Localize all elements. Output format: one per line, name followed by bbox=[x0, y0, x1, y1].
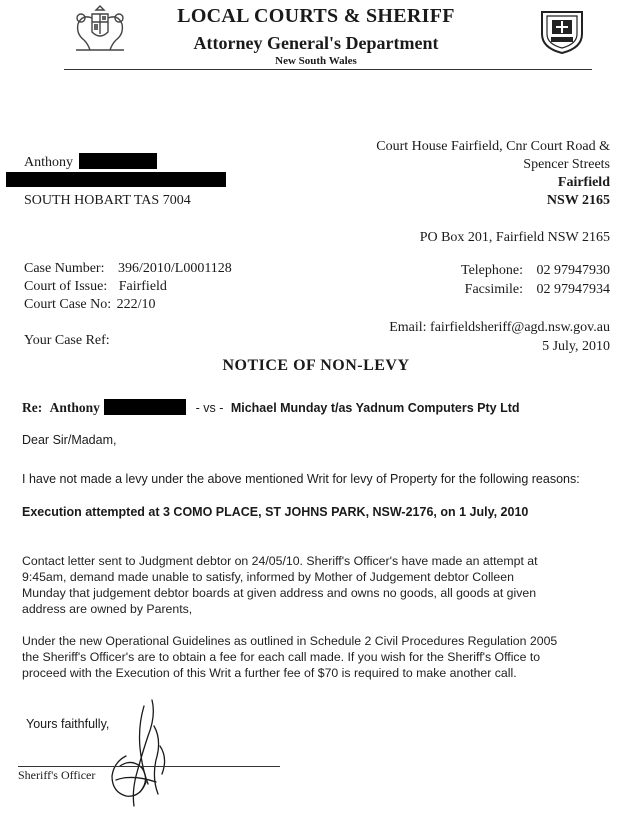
contact-paragraph bbox=[22, 553, 612, 617]
facsimile-value: 02 97947934 bbox=[536, 282, 610, 297]
court-address-line1: Court House Fairfield, Cnr Court Road & bbox=[376, 139, 610, 154]
re-label: Re: bbox=[22, 400, 43, 415]
contact-paragraph-line1: Contact letter sent to Judgment debtor on 24/05/10. Sheriff's Officer's have made an attempt at bbox=[22, 554, 538, 568]
redacted-street-address bbox=[6, 172, 226, 187]
court-address-line4: NSW 2165 bbox=[546, 193, 610, 208]
email-line: Email: fairfieldsheriff@agd.nsw.gov.au bbox=[389, 320, 610, 335]
header-divider bbox=[64, 69, 592, 70]
redacted-party-surname bbox=[104, 399, 186, 415]
notice-title: NOTICE OF NON-LEVY bbox=[222, 357, 410, 374]
salutation: Dear Sir/Madam, bbox=[22, 433, 117, 447]
court-case-row bbox=[24, 297, 156, 313]
case-number-row bbox=[24, 261, 232, 277]
court-address-line3: Fairfield bbox=[557, 175, 610, 190]
re-vs: - vs - bbox=[195, 401, 224, 415]
court-address-line2: Spencer Streets bbox=[523, 157, 610, 172]
header-state: New South Wales bbox=[275, 55, 357, 67]
recipient-city: SOUTH HOBART TAS 7004 bbox=[24, 193, 191, 208]
court-of-issue-value: Fairfield bbox=[118, 279, 167, 294]
facsimile-label: Facsimile: bbox=[464, 282, 523, 297]
contact-paragraph-line3: Munday that judgement debtor boards at given address and owns no goods, all goods at given bbox=[22, 586, 537, 600]
contact-paragraph-line4: address are owned by Parents, bbox=[22, 602, 193, 616]
court-case-value: 222/10 bbox=[116, 297, 156, 312]
re-line bbox=[22, 399, 520, 416]
facsimile-row bbox=[465, 282, 610, 298]
sheriff-badge-icon bbox=[536, 6, 588, 56]
recipient-name: Anthony bbox=[24, 155, 73, 170]
court-of-issue-label: Court of Issue: bbox=[24, 279, 108, 294]
telephone-row bbox=[461, 263, 610, 279]
redacted-surname bbox=[79, 153, 157, 169]
guidelines-paragraph-line3: proceed with the Execution of this Writ a further fee of $70 is required to make another call. bbox=[22, 666, 517, 680]
letter-date: 5 July, 2010 bbox=[542, 339, 610, 354]
guidelines-paragraph-line1: Under the new Operational Guidelines as outlined in Schedule 2 Civil Procedures Regulation 2005 bbox=[22, 634, 558, 648]
closing: Yours faithfully, bbox=[26, 717, 110, 731]
signature-line bbox=[18, 766, 280, 767]
your-case-ref-label: Your Case Ref: bbox=[24, 333, 110, 348]
signoff-title: Sheriff's Officer bbox=[18, 768, 96, 782]
execution-statement: Execution attempted at 3 COMO PLACE, ST JOHNS PARK, NSW-2176, on 1 July, 2010 bbox=[22, 505, 529, 519]
court-of-issue-row bbox=[24, 279, 167, 295]
guidelines-paragraph-line2: the Sheriff's Officer's are to obtain a fee for each call made. If you wish for the Sheriff's Office to bbox=[22, 650, 541, 664]
contact-paragraph-line2: 9:45am, demand made unable to satisfy, informed by Mother of Judgement debtor Colleen bbox=[22, 570, 514, 584]
telephone-value: 02 97947930 bbox=[536, 263, 610, 278]
telephone-label: Telephone: bbox=[461, 263, 523, 278]
court-po-box: PO Box 201, Fairfield NSW 2165 bbox=[419, 230, 610, 245]
intro-sentence: I have not made a levy under the above mentioned Writ for levy of Property for the following reasons: bbox=[22, 472, 580, 486]
handwritten-signature bbox=[96, 696, 176, 811]
re-party2: Michael Munday t/as Yadnum Computers Pty Ltd bbox=[230, 401, 520, 415]
guidelines-paragraph bbox=[22, 633, 612, 681]
recipient-name-line bbox=[24, 153, 157, 171]
court-case-label: Court Case No: bbox=[24, 297, 112, 312]
case-number-label: Case Number: bbox=[24, 261, 105, 276]
header-department: Attorney General's Department bbox=[193, 33, 439, 53]
header-title: LOCAL COURTS & SHERIFF bbox=[177, 5, 455, 27]
case-number-value: 396/2010/L0001128 bbox=[117, 261, 232, 276]
re-party1: Anthony bbox=[49, 400, 100, 415]
